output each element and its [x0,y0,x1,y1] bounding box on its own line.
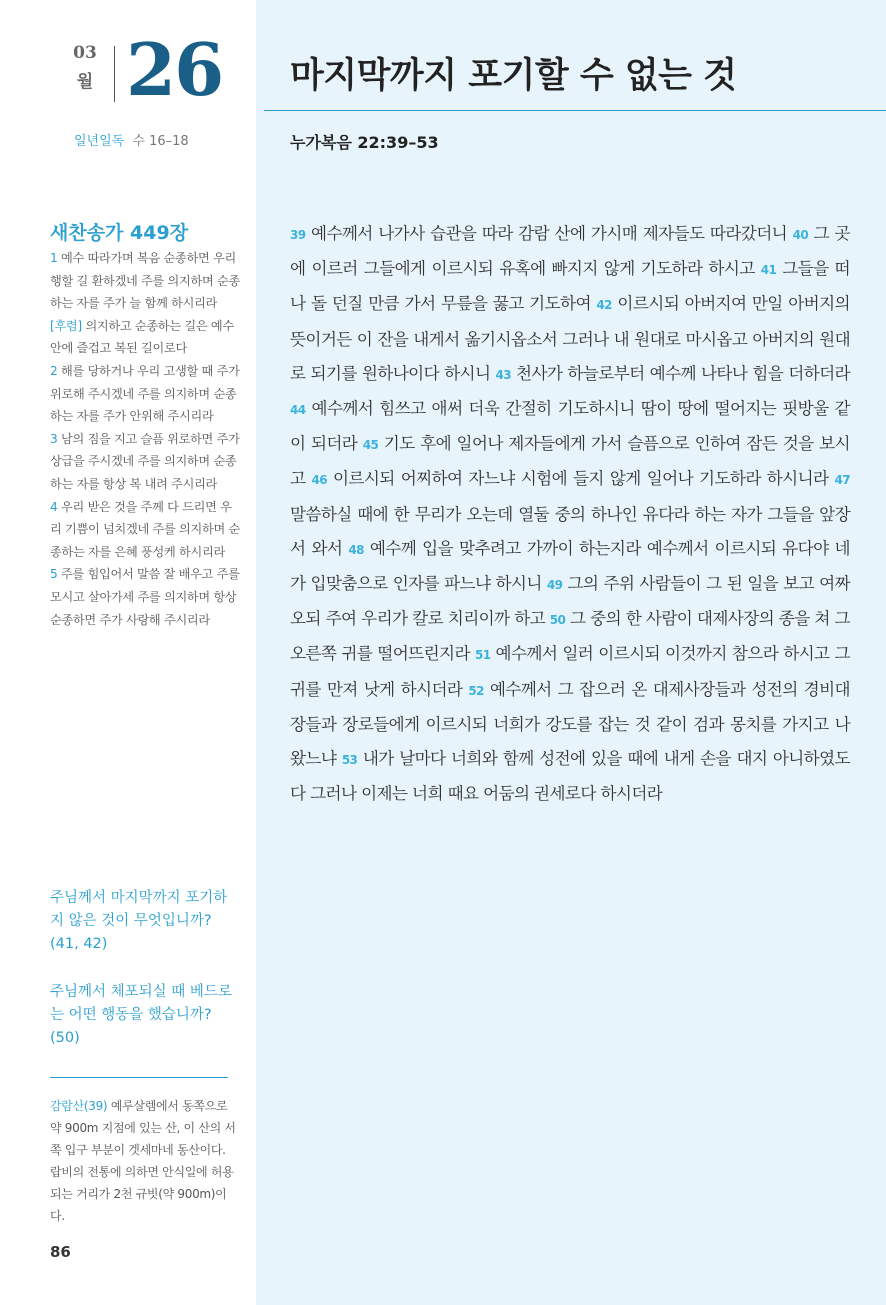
hymn-verse-text: 예수 따라가며 복음 순종하면 우리 행할 길 환하겠네 주를 의지하며 순종하는 자를 주가 늘 함께 하시리라 [50,251,240,311]
verse-text: 내가 날마다 너희와 함께 성전에 있을 때에 내게 손을 대지 아니하였도다 그러나 이제는 너희 때요 어둠의 권세로다 하시더라 [290,749,850,804]
verse-number: 45 [362,438,379,453]
sidebar [0,0,256,1305]
verse-number: 49 [546,578,563,593]
verse-text: 천사가 하늘로부터 예수께 나타나 힘을 더하더라 [516,363,850,383]
verse-number: 43 [495,367,511,382]
verse-text: 이르시되 어찌하여 자느냐 시험에 들지 않게 일어나 기도하라 하시니라 [332,469,829,489]
hymn-verse-text: 의지하고 순종하는 길은 예수 안에 즐겁고 복된 길이로다 [50,318,234,356]
verse-text: 예수께서 나가사 습관을 따라 감람 산에 가시매 제자들도 따라갔더니 [311,224,788,243]
verse-text: 예수께서 그 잡으러 온 대제사장들과 성전의 경비대장들과 장로들에게 이르시되 너희가 강도를 잡는 것 같이 검과 몽치를 가지고 나왔느냐 [290,679,850,769]
hymn-verse-number: 1 [50,251,58,265]
hymn-refrain-label: [후렴] [50,318,82,333]
hymn-verse-number: 3 [50,431,58,446]
hymn-lyrics [50,247,240,631]
yearly-reading-ref: 수 16–18 [132,134,189,149]
hymn-verse-text: 우리 받은 것을 주께 다 드리면 우리 기쁨이 넘치겠네 주를 의지하며 순종하는 자를 은혜 풍성케 하시리라 [50,499,240,559]
verse-number: 44 [290,403,306,418]
verse-text: 말씀하실 때에 한 무리가 오는데 열둘 중의 하나인 유다라 하는 자가 그들을 앞장서 와서 [290,504,850,558]
page-title: 마지막까지 포기할 수 없는 것 [290,55,737,96]
note-divider [50,1077,228,1078]
glossary-note [50,1095,240,1227]
glossary-term: 감람산(39) [50,1099,108,1113]
verse-number: 50 [549,613,566,628]
hymn-verse [50,360,240,428]
hymn-verse-text: 주를 힘입어서 말씀 잘 배우고 주를 모시고 살아가세 주를 의지하며 항상 순종하면 주가 사랑해 주시리라 [50,567,240,627]
title-divider [264,110,886,111]
verse-number: 47 [834,473,850,488]
verse-text: 그 곳에 이르러 그들에게 이르시되 유혹에 빠지지 않게 기도하라 하시고 [290,224,850,279]
verse-text: 예수께서 힘쓰고 애써 더욱 간절히 기도하시니 땀이 땅에 떨어지는 핏방울 같이 되더라 [290,399,850,454]
verse-number: 52 [468,683,484,698]
reflection-question: 주님께서 마지막까지 포기하지 않은 것이 무엇입니까? (41, 42) [50,890,228,952]
verse-text: 그의 주위 사람들이 그 된 일을 보고 여짜오되 주여 우리가 칼로 치리이까 하고 [290,574,850,629]
day-number: 26 [126,27,223,112]
verse-number: 53 [341,753,358,768]
hymn-verse-text: 해를 당하거나 우리 고생할 때 주가 위로해 주시겠네 주를 의지하며 순종하는 자를 주가 안위해 주시리라 [50,363,240,424]
hymn-verse [50,247,240,315]
verse-text: 그들을 떠나 돌 던질 만큼 가서 무릎을 꿇고 기도하여 [290,259,850,314]
scripture-reference: 누가복음 22:39–53 [290,133,439,152]
verse-text: 그 중의 한 사람이 대제사장의 종을 쳐 그 오른쪽 귀를 떨어뜨린지라 [290,609,850,664]
hymn-verse-number: 4 [50,499,58,514]
verse-number: 40 [792,228,809,242]
hymn-verse [50,496,240,564]
yearly-reading-label: 일년일독 [74,134,125,149]
verse-number: 48 [348,542,364,557]
verse-number: 51 [474,648,491,663]
date-divider [114,46,115,102]
yearly-reading [74,130,189,149]
scripture-passage [290,217,850,811]
verse-number: 41 [760,263,777,278]
reflection-question: 주님께서 체포되실 때 베드로는 어떤 행동을 했습니까? (50) [50,984,232,1046]
glossary-text: 예루살렘에서 동쪽으로 약 900m 지점에 있는 산, 이 산의 서쪽 입구 부분이 겟세마네 동산이다. 랍비의 전통에 의하면 안식일에 허용 되는 거리가 2천 규빗(약 900m)이다. [50,1099,236,1223]
month-number: 03 [73,43,97,63]
verse-text: 이르시되 아버지여 만일 아버지의 뜻이거든 이 잔을 내게서 옮기시옵소서 그러나 내 원대로 마시옵고 아버지의 원대로 되기를 원하나이다 하시니 [290,294,850,383]
verse-number: 46 [311,473,327,488]
hymn-title: 새찬송가 449장 [50,222,189,244]
hymn-verse [50,428,240,496]
page-number: 86 [50,1243,71,1261]
hymn-verse [50,563,240,631]
verse-text: 예수께서 일러 이르시되 이것까지 참으라 하시고 그 귀를 만져 낫게 하시더라 [290,644,850,699]
hymn-verse-text: 남의 짐을 지고 슬픔 위로하면 주가 상급을 주시겠네 주를 의지하며 순종하는 자를 항상 복 내려 주시리라 [50,431,240,491]
month-unit: 월 [76,72,94,92]
verse-number: 42 [596,298,612,313]
month-block [70,42,100,94]
hymn-refrain [50,315,240,360]
hymn-verse-number: 5 [50,567,58,582]
hymn-verse-number: 2 [50,363,58,378]
verse-number: 39 [290,228,306,242]
verse-text: 예수께 입을 맞추려고 가까이 하는지라 예수께서 이르시되 유다야 네가 입맞춤으로 인자를 파느냐 하시니 [290,538,850,594]
verse-text: 기도 후에 일어나 제자들에게 가서 슬픔으로 인하여 잠든 것을 보시고 [290,434,850,489]
